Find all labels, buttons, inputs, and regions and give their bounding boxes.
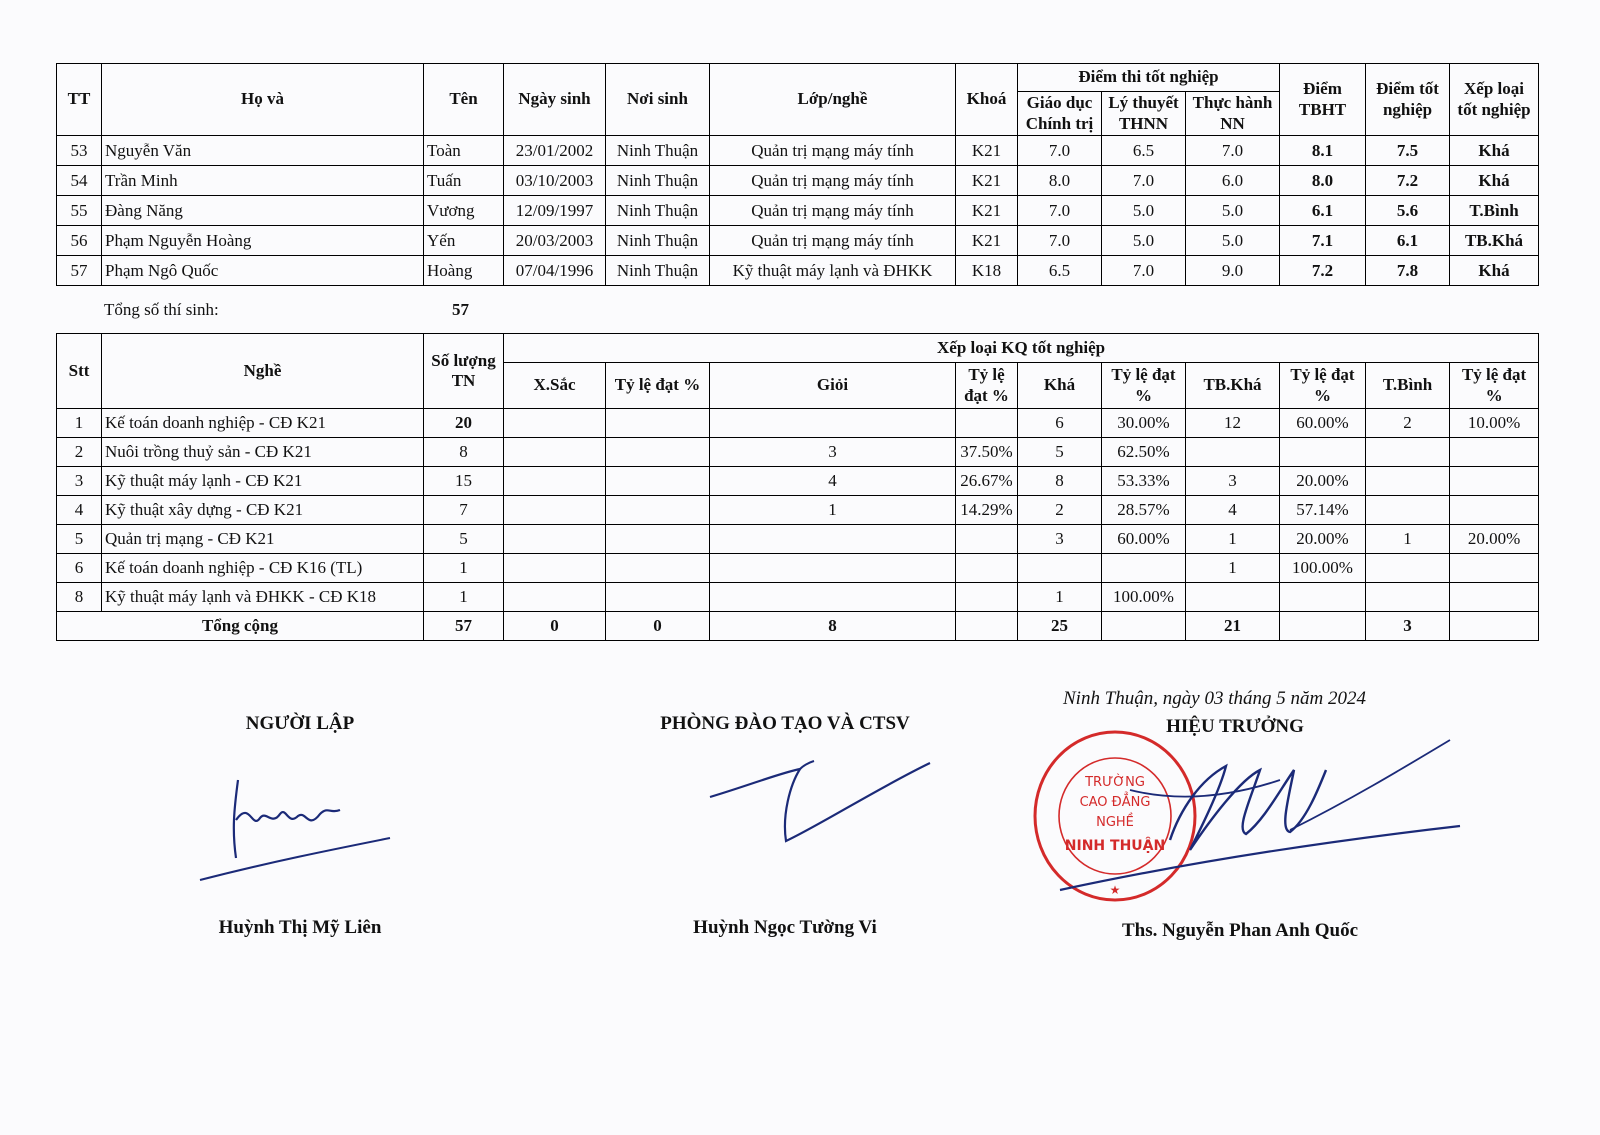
principal-title: HIỆU TRƯỞNG	[1166, 716, 1304, 737]
header-diem-tbht: Điểm TBHT	[1280, 64, 1366, 136]
summary-cell-tbk_pct	[1280, 583, 1366, 612]
summary-total-empty	[1102, 612, 1186, 641]
summary-header-xsac: X.Sắc	[504, 363, 606, 409]
cell-lt: 5.0	[1102, 196, 1186, 226]
summary-header-tbkha: TB.Khá	[1186, 363, 1280, 409]
summary-cell-kha_pct	[1102, 554, 1186, 583]
cell-ho: Trần Minh	[102, 166, 424, 196]
cell-xl: Khá	[1450, 256, 1539, 286]
summary-cell-nghe: Nuôi trồng thuỷ sản - CĐ K21	[102, 438, 424, 467]
summary-cell-kha_pct: 28.57%	[1102, 496, 1186, 525]
summary-cell-xs	[504, 467, 606, 496]
summary-cell-gioi	[710, 583, 956, 612]
summary-cell-tbk: 3	[1186, 467, 1280, 496]
header-xep-loai: Xếp loại tốt nghiệp	[1450, 64, 1539, 136]
cell-xl: Khá	[1450, 166, 1539, 196]
summary-cell-xs_pct	[606, 525, 710, 554]
summary-row	[57, 438, 1539, 467]
student-row	[57, 256, 1539, 286]
summary-cell-sl: 5	[424, 525, 504, 554]
summary-cell-kha: 5	[1018, 438, 1102, 467]
summary-cell-kha_pct: 100.00%	[1102, 583, 1186, 612]
summary-cell-xs_pct	[606, 409, 710, 438]
header-ho-va: Họ và	[102, 64, 424, 136]
cell-ngay_sinh: 23/01/2002	[504, 136, 606, 166]
principal-signature	[1050, 730, 1470, 920]
summary-header-nghe: Nghề	[102, 334, 424, 409]
preparer-name: Huỳnh Thị Mỹ Liên	[218, 917, 382, 938]
header-ten: Tên	[424, 64, 504, 136]
cell-ten: Vương	[424, 196, 504, 226]
cell-tt: 53	[57, 136, 102, 166]
cell-ho: Đàng Năng	[102, 196, 424, 226]
svg-text:TRƯỜNG: TRƯỜNG	[1085, 775, 1145, 790]
summary-cell-tb	[1366, 583, 1450, 612]
preparer-signature	[190, 770, 410, 890]
cell-gdct: 8.0	[1018, 166, 1102, 196]
summary-header-gioi-pct: Tỷ lệ đạt %	[956, 363, 1018, 409]
svg-text:★: ★	[1109, 883, 1121, 897]
cell-xl: Khá	[1450, 136, 1539, 166]
cell-khoa: K21	[956, 226, 1018, 256]
summary-cell-gioi: 4	[710, 467, 956, 496]
cell-ten: Toàn	[424, 136, 504, 166]
summary-cell-gioi: 1	[710, 496, 956, 525]
summary-cell-gioi	[710, 554, 956, 583]
total-candidates-label: Tổng số thí sinh:	[104, 300, 219, 319]
summary-cell-tbk: 4	[1186, 496, 1280, 525]
cell-tn: 7.8	[1366, 256, 1450, 286]
cell-th: 9.0	[1186, 256, 1280, 286]
summary-header-gioi: Giỏi	[710, 363, 956, 409]
cell-lt: 6.5	[1102, 136, 1186, 166]
cell-noi_sinh: Ninh Thuận	[606, 136, 710, 166]
student-row	[57, 196, 1539, 226]
summary-cell-gioi_pct	[956, 409, 1018, 438]
summary-cell-tbk_pct: 100.00%	[1280, 554, 1366, 583]
cell-lop: Quản trị mạng máy tính	[710, 226, 956, 256]
cell-tt: 55	[57, 196, 102, 226]
summary-cell-xs_pct	[606, 554, 710, 583]
dept-signature	[690, 755, 950, 855]
cell-th: 5.0	[1186, 226, 1280, 256]
summary-cell-tb_pct: 20.00%	[1450, 525, 1539, 554]
summary-cell-xs_pct	[606, 583, 710, 612]
summary-cell-kha: 3	[1018, 525, 1102, 554]
summary-cell-kha	[1018, 554, 1102, 583]
summary-cell-sl: 20	[424, 409, 504, 438]
cell-noi_sinh: Ninh Thuận	[606, 166, 710, 196]
cell-noi_sinh: Ninh Thuận	[606, 196, 710, 226]
student-row	[57, 226, 1539, 256]
summary-cell-tb_pct	[1450, 438, 1539, 467]
cell-tn: 6.1	[1366, 226, 1450, 256]
summary-cell-tb	[1366, 496, 1450, 525]
summary-cell-xs_pct	[606, 496, 710, 525]
date-line: Ninh Thuận, ngày 03 tháng 5 năm 2024	[1063, 688, 1366, 709]
summary-cell-gioi_pct	[956, 525, 1018, 554]
summary-total-empty	[956, 612, 1018, 641]
header-diem-thi-group: Điểm thi tốt nghiệp	[1018, 64, 1280, 92]
cell-lop: Quản trị mạng máy tính	[710, 166, 956, 196]
summary-cell-nghe: Kỹ thuật máy lạnh - CĐ K21	[102, 467, 424, 496]
cell-khoa: K18	[956, 256, 1018, 286]
summary-cell-xs	[504, 554, 606, 583]
summary-cell-tb: 2	[1366, 409, 1450, 438]
summary-total-tbk: 21	[1186, 612, 1280, 641]
summary-header-group: Xếp loại KQ tốt nghiệp	[504, 334, 1539, 363]
summary-cell-gioi_pct: 14.29%	[956, 496, 1018, 525]
summary-total-xs: 0	[504, 612, 606, 641]
summary-cell-kha_pct: 62.50%	[1102, 438, 1186, 467]
cell-ten: Yến	[424, 226, 504, 256]
svg-text:CAO ĐẲNG: CAO ĐẲNG	[1079, 795, 1151, 810]
summary-cell-tbk: 1	[1186, 554, 1280, 583]
summary-table	[56, 333, 1539, 641]
cell-gdct: 7.0	[1018, 136, 1102, 166]
cell-tbht: 7.1	[1280, 226, 1366, 256]
header-thuc-hanh: Thực hành NN	[1186, 92, 1280, 136]
student-row	[57, 166, 1539, 196]
header-khoa: Khoá	[956, 64, 1018, 136]
principal-name: Ths. Nguyễn Phan Anh Quốc	[1122, 920, 1358, 941]
summary-cell-stt: 1	[57, 409, 102, 438]
cell-noi_sinh: Ninh Thuận	[606, 256, 710, 286]
summary-cell-tb_pct	[1450, 583, 1539, 612]
summary-cell-gioi_pct: 26.67%	[956, 467, 1018, 496]
cell-ten: Hoàng	[424, 256, 504, 286]
summary-header-tb-pct: Tỷ lệ đạt %	[1450, 363, 1539, 409]
preparer-title: NGƯỜI LẬP	[245, 713, 355, 734]
summary-cell-xs	[504, 583, 606, 612]
summary-total-xs-pct: 0	[606, 612, 710, 641]
summary-cell-tbk_pct: 20.00%	[1280, 467, 1366, 496]
summary-total-sl: 57	[424, 612, 504, 641]
cell-xl: TB.Khá	[1450, 226, 1539, 256]
summary-cell-tb	[1366, 438, 1450, 467]
summary-cell-sl: 7	[424, 496, 504, 525]
summary-header-tbinh: T.Bình	[1366, 363, 1450, 409]
total-candidates-value: 57	[452, 300, 469, 319]
cell-lop: Kỹ thuật máy lạnh và ĐHKK	[710, 256, 956, 286]
summary-cell-tbk: 12	[1186, 409, 1280, 438]
summary-total-empty	[1280, 612, 1366, 641]
summary-total-kha: 25	[1018, 612, 1102, 641]
summary-header-kha: Khá	[1018, 363, 1102, 409]
cell-gdct: 7.0	[1018, 196, 1102, 226]
results-table-body	[57, 136, 1539, 286]
summary-cell-xs	[504, 409, 606, 438]
cell-ho: Phạm Ngô Quốc	[102, 256, 424, 286]
summary-cell-xs	[504, 525, 606, 554]
cell-th: 6.0	[1186, 166, 1280, 196]
summary-cell-tbk	[1186, 438, 1280, 467]
cell-lt: 5.0	[1102, 226, 1186, 256]
results-table	[56, 63, 1539, 286]
summary-row	[57, 554, 1539, 583]
summary-total-tb: 3	[1366, 612, 1450, 641]
summary-cell-tbk	[1186, 583, 1280, 612]
summary-cell-tb	[1366, 554, 1450, 583]
summary-cell-tb: 1	[1366, 525, 1450, 554]
summary-cell-tb	[1366, 467, 1450, 496]
cell-xl: T.Bình	[1450, 196, 1539, 226]
summary-cell-nghe: Kế toán doanh nghiệp - CĐ K16 (TL)	[102, 554, 424, 583]
cell-ngay_sinh: 03/10/2003	[504, 166, 606, 196]
summary-cell-tb_pct: 10.00%	[1450, 409, 1539, 438]
cell-th: 5.0	[1186, 196, 1280, 226]
cell-tbht: 8.1	[1280, 136, 1366, 166]
cell-khoa: K21	[956, 136, 1018, 166]
summary-row	[57, 467, 1539, 496]
svg-text:NGHỀ: NGHỀ	[1096, 815, 1134, 830]
summary-total-row	[57, 612, 1539, 641]
cell-tn: 7.2	[1366, 166, 1450, 196]
summary-cell-xs	[504, 438, 606, 467]
summary-cell-tbk_pct: 57.14%	[1280, 496, 1366, 525]
cell-ho: Nguyễn Văn	[102, 136, 424, 166]
summary-cell-kha: 6	[1018, 409, 1102, 438]
student-row	[57, 136, 1539, 166]
summary-cell-tbk_pct: 20.00%	[1280, 525, 1366, 554]
cell-khoa: K21	[956, 166, 1018, 196]
summary-cell-stt: 8	[57, 583, 102, 612]
summary-total-label: Tổng cộng	[57, 612, 424, 641]
summary-row	[57, 583, 1539, 612]
cell-ho: Phạm Nguyễn Hoàng	[102, 226, 424, 256]
summary-cell-stt: 4	[57, 496, 102, 525]
summary-cell-sl: 1	[424, 554, 504, 583]
summary-header-so-luong: Số lượng TN	[424, 334, 504, 409]
cell-tt: 57	[57, 256, 102, 286]
summary-header-kha-pct: Tỷ lệ đạt %	[1102, 363, 1186, 409]
summary-cell-xs_pct	[606, 467, 710, 496]
summary-cell-xs	[504, 496, 606, 525]
summary-total-empty	[1450, 612, 1539, 641]
summary-total-gioi: 8	[710, 612, 956, 641]
summary-cell-stt: 2	[57, 438, 102, 467]
summary-cell-tbk: 1	[1186, 525, 1280, 554]
summary-cell-gioi	[710, 525, 956, 554]
cell-ngay_sinh: 12/09/1997	[504, 196, 606, 226]
summary-cell-sl: 1	[424, 583, 504, 612]
cell-noi_sinh: Ninh Thuận	[606, 226, 710, 256]
cell-tn: 7.5	[1366, 136, 1450, 166]
cell-tbht: 7.2	[1280, 256, 1366, 286]
summary-cell-kha_pct: 60.00%	[1102, 525, 1186, 554]
header-ly-thuyet: Lý thuyết THNN	[1102, 92, 1186, 136]
summary-cell-tbk_pct: 60.00%	[1280, 409, 1366, 438]
summary-cell-nghe: Kỹ thuật máy lạnh và ĐHKK - CĐ K18	[102, 583, 424, 612]
summary-header-xs-pct: Tỷ lệ đạt %	[606, 363, 710, 409]
summary-cell-stt: 5	[57, 525, 102, 554]
summary-cell-tb_pct	[1450, 467, 1539, 496]
summary-cell-stt: 6	[57, 554, 102, 583]
summary-cell-sl: 8	[424, 438, 504, 467]
svg-text:NINH THUẬN: NINH THUẬN	[1064, 838, 1166, 854]
header-ngay-sinh: Ngày sinh	[504, 64, 606, 136]
cell-lt: 7.0	[1102, 166, 1186, 196]
summary-cell-tbk_pct	[1280, 438, 1366, 467]
summary-cell-gioi	[710, 409, 956, 438]
summary-cell-gioi: 3	[710, 438, 956, 467]
cell-ngay_sinh: 20/03/2003	[504, 226, 606, 256]
cell-lop: Quản trị mạng máy tính	[710, 196, 956, 226]
cell-ngay_sinh: 07/04/1996	[504, 256, 606, 286]
summary-cell-kha_pct: 30.00%	[1102, 409, 1186, 438]
summary-cell-kha: 1	[1018, 583, 1102, 612]
header-giao-duc: Giáo dục Chính trị	[1018, 92, 1102, 136]
summary-cell-nghe: Kỹ thuật xây dựng - CĐ K21	[102, 496, 424, 525]
dept-name: Huỳnh Ngọc Tường Vi	[693, 917, 877, 938]
header-diem-tn: Điểm tốt nghiệp	[1366, 64, 1450, 136]
header-lop-nghe: Lớp/nghề	[710, 64, 956, 136]
summary-cell-gioi_pct: 37.50%	[956, 438, 1018, 467]
summary-row	[57, 525, 1539, 554]
summary-cell-nghe: Quản trị mạng - CĐ K21	[102, 525, 424, 554]
summary-cell-tb_pct	[1450, 554, 1539, 583]
cell-gdct: 6.5	[1018, 256, 1102, 286]
cell-tn: 5.6	[1366, 196, 1450, 226]
summary-cell-gioi_pct	[956, 583, 1018, 612]
summary-cell-kha: 8	[1018, 467, 1102, 496]
summary-cell-kha: 2	[1018, 496, 1102, 525]
header-noi-sinh: Nơi sinh	[606, 64, 710, 136]
summary-cell-nghe: Kế toán doanh nghiệp - CĐ K21	[102, 409, 424, 438]
cell-gdct: 7.0	[1018, 226, 1102, 256]
summary-row	[57, 409, 1539, 438]
header-tt: TT	[57, 64, 102, 136]
summary-cell-kha_pct: 53.33%	[1102, 467, 1186, 496]
cell-ten: Tuấn	[424, 166, 504, 196]
summary-row	[57, 496, 1539, 525]
summary-table-body	[57, 409, 1539, 612]
summary-cell-stt: 3	[57, 467, 102, 496]
dept-title: PHÒNG ĐÀO TẠO VÀ CTSV	[660, 713, 910, 734]
cell-tt: 54	[57, 166, 102, 196]
cell-tbht: 6.1	[1280, 196, 1366, 226]
cell-tt: 56	[57, 226, 102, 256]
summary-header-tbk-pct: Tỷ lệ đạt %	[1280, 363, 1366, 409]
summary-cell-xs_pct	[606, 438, 710, 467]
summary-cell-sl: 15	[424, 467, 504, 496]
cell-lop: Quản trị mạng máy tính	[710, 136, 956, 166]
cell-lt: 7.0	[1102, 256, 1186, 286]
summary-cell-gioi_pct	[956, 554, 1018, 583]
cell-tbht: 8.0	[1280, 166, 1366, 196]
cell-khoa: K21	[956, 196, 1018, 226]
cell-th: 7.0	[1186, 136, 1280, 166]
summary-cell-tb_pct	[1450, 496, 1539, 525]
summary-header-stt: Stt	[57, 334, 102, 409]
